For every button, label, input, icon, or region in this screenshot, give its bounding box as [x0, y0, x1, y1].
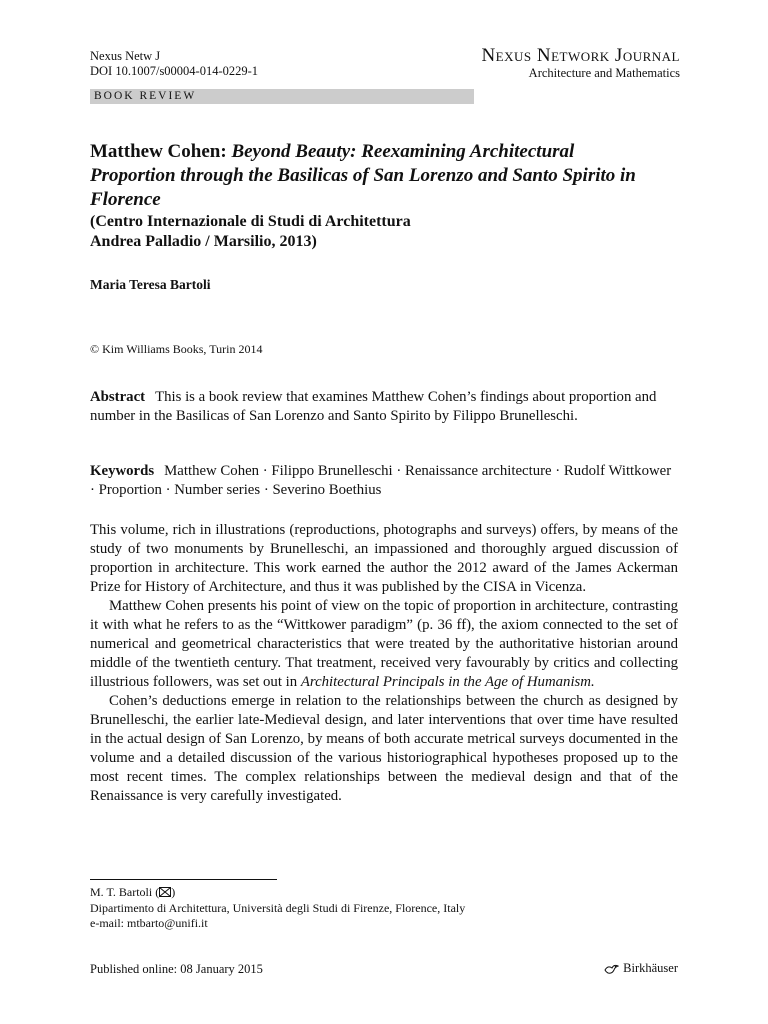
keywords-label: Keywords — [90, 463, 155, 479]
article-body — [90, 521, 678, 806]
review-author: Maria Teresa Bartoli — [90, 277, 211, 292]
envelope-icon — [159, 887, 171, 897]
copyright-notice: © Kim Williams Books, Turin 2014 — [90, 342, 263, 356]
abstract-label: Abstract — [90, 389, 146, 405]
paragraph-1: This volume, rich in illustrations (reproductions, photographs and surveys) offers, by means of the study of two monuments by Brunelleschi, an impassioned and thoroughly argued discussion of proportion in architecture. This work earned the author the 2012 award of the James Ackerman Prize for History of Architecture, and thus it was published by the CISA in Vicenza. — [90, 522, 678, 595]
bird-logo-icon — [604, 963, 619, 975]
paragraph-3: Cohen’s deductions emerge in relation to the relationships between the church as designed by Brunelleschi, the earlier late-Medieval design, and later interventions that over time have resulted in the actual design of San Lorenzo, by means of both accurate metrical surveys documented in the volume and a detailed discussion of the various historiographical hypotheses proposed up to the most recent times. The complex relationships between the medieval design and that of the Renaissance is very carefully investigated. — [90, 693, 678, 804]
abstract — [90, 388, 678, 426]
publisher-line-1: (Centro Internazionale di Studi di Architettura — [90, 213, 411, 230]
paragraph-2-text: Matthew Cohen presents his point of view on the topic of proportion in architecture, contrasting it with what he refers to as the “Wittkower paradigm” (p. 36 ff), the axiom connected to the set of numerical and geometrical characteristics that were treated by the authoritative historian around middle of the twentieth century. That treatment, received very favourably by critics and collecting illustrious followers, was set out in — [90, 598, 678, 690]
footnote-affiliation: Dipartimento di Architettura, Università degli Studi di Firenze, Florence, Italy — [90, 900, 466, 915]
journal-name: Nexus Network Journal — [481, 45, 680, 66]
author-footnote — [90, 885, 465, 932]
title-author: Matthew Cohen: — [90, 141, 232, 162]
abstract-text: This is a book review that examines Matthew Cohen’s findings about proportion and number in the Basilicas of San Lorenzo and Santo Spirito by Filippo Brunelleschi. — [90, 389, 657, 424]
journal-abbrev: Nexus Netw J — [90, 49, 161, 63]
journal-masthead — [481, 46, 680, 80]
publisher-logo — [604, 961, 678, 976]
footnote-name-close: ) — [171, 885, 176, 899]
footnote-email[interactable]: e-mail: mtbarto@unifi.it — [90, 916, 208, 930]
published-date: Published online: 08 January 2015 — [90, 962, 263, 976]
keywords-text: Matthew Cohen · Filippo Brunelleschi · Renaissance architecture · Rudolf Wittkower · Proportion · Number series · Severino Boethius — [90, 463, 672, 498]
publisher-info — [90, 212, 650, 252]
journal-subtitle: Architecture and Mathematics — [528, 66, 680, 80]
keywords — [90, 462, 678, 500]
journal-citation — [90, 49, 258, 79]
article-title — [90, 140, 650, 212]
publisher-line-2: Andrea Palladio / Marsilio, 2013) — [90, 233, 317, 250]
doi-link[interactable]: DOI 10.1007/s00004-014-0229-1 — [90, 64, 259, 78]
book-title: Beyond Beauty: Reexamining Architectural Proportion through the Basilicas of San Lorenzo and Santo Spirito in Florence — [90, 141, 636, 210]
paragraph-2 — [90, 597, 678, 692]
footnote-name: M. T. Bartoli ( — [90, 885, 160, 899]
section-label: BOOK REVIEW — [90, 89, 474, 104]
cited-book-title: Architectural Principals in the Age of Humanism. — [300, 674, 595, 690]
footnote-name-line — [90, 885, 465, 901]
footnote-rule — [90, 879, 277, 880]
publisher-name: Birkhäuser — [623, 961, 678, 975]
